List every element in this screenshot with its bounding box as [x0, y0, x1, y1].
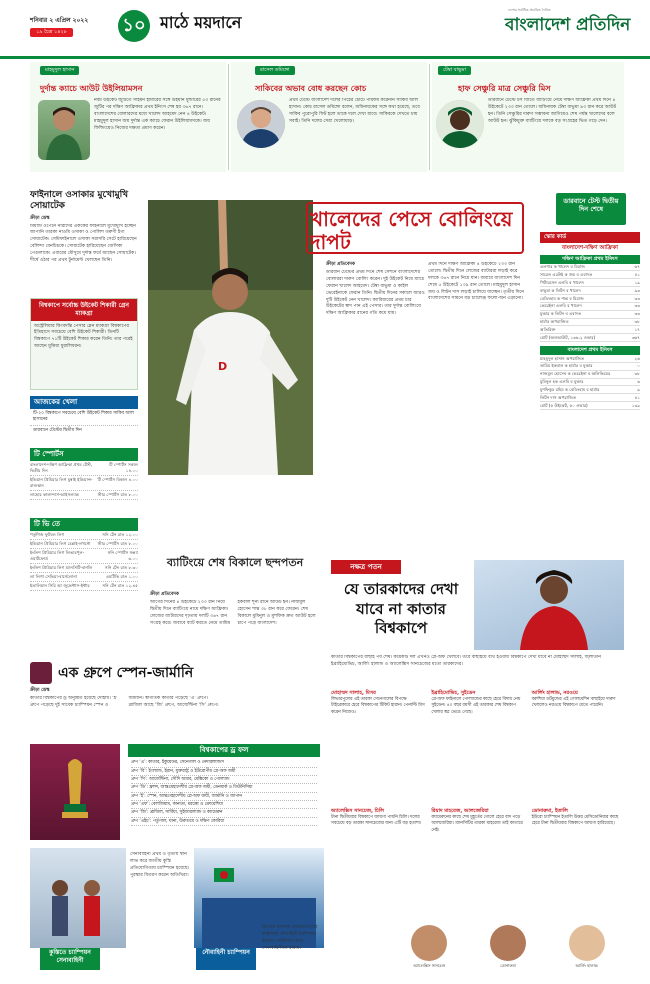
cricket-headline[interactable]: ব্যাটিংয়ে শেষ বিকালে ছন্দপতন [166, 556, 304, 569]
player-body: লিভারপুলের এই তারকা সেনেগালের বিপক্ষে টাইব্রেকারে হেরে বিশ্বকাপের টিকিট হারান। পেনাল্টি মিস করেন নিজেও। [331, 697, 425, 715]
player-card [331, 690, 425, 802]
schedule-channel: সনি টেন রাত ১২.৪৫ [102, 582, 138, 588]
batter-name: নাজমুল হোসেন ক ভেরেইনা ব অলিভিয়ের [540, 371, 611, 377]
schedule-row [30, 461, 138, 476]
batter-score: ২৬ [634, 355, 640, 361]
batter-score: ০ [637, 363, 640, 369]
scorecard-row [540, 379, 640, 387]
batter-score: ৬ [637, 379, 640, 385]
feature-story [30, 190, 138, 294]
batter-score: ৪১ [634, 394, 640, 400]
face-label: ডোনারুমা [500, 963, 516, 968]
face-label: অ্যালেক্সিস সানচেজ [413, 963, 446, 968]
schedule-event: ইতালিয়ান সিরি আ জুভেন্টাস-ইন্টার [30, 582, 90, 588]
scorecard-row [540, 271, 640, 279]
player-name[interactable]: আর্লিং হালান্ড, নরওয়ে [531, 690, 578, 696]
player-body: ক্যামেরুনের কাছে শেষ মুহূর্তের গোলে হেরে বাদ পড়ে আলজেরিয়া। ম্যানসিটির তারকা মাহরেজ তাই কাতারে নেই। [431, 815, 523, 833]
schedule-row [30, 491, 138, 500]
volleyball-label: নৌবাহিনী চ্যাম্পিয়ন [196, 948, 256, 970]
main-headline[interactable]: খালেদের পেসে বোলিংয়ে দাপট [310, 207, 513, 254]
scorecard-row [540, 303, 640, 311]
schedule-channel: সনি টেন রাত ১২.০০ [102, 532, 138, 538]
schedule-event: ইংলিশ প্রিমিয়ার লিগ লিভারপুল-ওয়াটফোর্ড [30, 550, 85, 562]
tsports-schedule [30, 448, 138, 500]
scorecard-row [540, 319, 640, 327]
today-heading: আজকের খেলা [30, 396, 138, 409]
page-header [0, 0, 650, 56]
scorecard-row [540, 371, 640, 379]
date-line: শনিবার ২ এপ্রিল ২০২২ [30, 17, 89, 24]
batter-score: ৪১ [634, 272, 640, 278]
batter-name: মুল্ডার ক লিটন ব এবাদত [540, 311, 582, 317]
schedule-row [30, 549, 138, 564]
batter-score: ১৭ [634, 327, 640, 333]
player-photo [38, 100, 90, 160]
player-card [532, 808, 626, 920]
batter-score: ৩৮ [634, 319, 640, 325]
group-headline-bar [30, 662, 320, 684]
player-name[interactable]: অ্যালেক্সিস সানচেজ, চিলি [331, 808, 384, 814]
scorecard-match: বাংলাদেশ-দক্ষিণ আফ্রিকা [562, 245, 618, 252]
today-box [30, 396, 138, 436]
main-story-source: ক্রীড়া প্রতিবেদক [326, 262, 355, 267]
player-name[interactable]: ডোনারুমা, ইতালি [531, 808, 568, 814]
batter-name: ভেরেইনা এলবি ব খালেদ [540, 303, 582, 309]
schedule-event: ইন্ডিয়ান প্রিমিয়ার লিগ চেন্নাই-লখনৌ [30, 541, 91, 547]
column-divider [429, 64, 430, 170]
story-author: রাসেল ডমিঙ্গো [255, 66, 295, 75]
story-body: প্রথম টেস্টে বাংলাদেশ দলের পিঠের চোটে পারফর্ম করেননি সাকিব আল হাসান। কোচ রাসেল ডমিঙ্গো বলেন, অধিনায়কের সঙ্গে কথা হয়েছে, তবে সাকিব পুরোপুরি ফিট হলে তাকে দলে দেখা যাবে। সাকিবকে দেখতে চায় সবাই। তিনি দলের সেরা খেলোয়াড়। [289, 98, 420, 124]
main-story-body-2: প্রথম দিনে দক্ষিণ আফ্রিকা ৪ উইকেটে ২৩৩ রান তোলে। দ্বিতীয় দিনে লেজের ব্যাটাররা লড়াই করে দলকে ৩৬৭ রানে নিয়ে যান। জবাবে বাংলাদেশ দিন শেষে ৫ উইকেটে ১৩৯ রান তোলে। মাহমুদুল হাসান জয় ও লিটন দাস লড়াই চালিয়ে যাচ্ছেন। তৃতীয় দিনে বাংলাদেশের সামনে বড় চ্যালেঞ্জ ফলো-অন এড়ানো। [428, 262, 524, 302]
group-row: গ্রুপ ‘এইচ’: পর্তুগাল, ঘানা, উরুগুয়ে ও দক্ষিণ কোরিয়া [131, 818, 317, 826]
worldcup-headline[interactable]: যে তারকাদের দেখা যাবে না কাতার বিশ্বকাপে [343, 580, 459, 637]
schedule-event: ইংলিশ প্রিমিয়ার লিগ ম্যানসিটি-বার্নলি [30, 564, 93, 570]
scorecard-row [540, 402, 640, 410]
test-banner: ডারবানে টেস্ট দ্বিতীয় দিন শেষে [556, 193, 626, 225]
batter-name: সারেল এরউই ক জয় ব এবাদত [540, 272, 593, 278]
batter-name: হার্মার অপরাজিত [540, 319, 569, 325]
feature-headline[interactable]: ফাইনালে ওসাকার মুখোমুখি সোয়াটেক [30, 190, 129, 212]
batter-score: ৩৬৭ [631, 334, 640, 340]
innings-heading: বাংলাদেশ প্রথম ইনিংস [540, 346, 640, 355]
schedule-event: বাংলাদেশ-দক্ষিণ আফ্রিকা প্রথম টেস্ট, দ্বিতীয় দিন [30, 462, 93, 474]
schedule-row [30, 582, 138, 591]
svg-text:D: D [218, 360, 228, 373]
group-row: গ্রুপ ‘জি’: ব্রাজিল, সার্বিয়া, সুইজারল্যান্ড ও ক্যামেরুন [131, 809, 317, 817]
batter-score: ১৩৯ [631, 402, 640, 408]
scorecard-row [540, 326, 640, 334]
cricket-source: ক্রীড়া প্রতিবেদক [150, 592, 179, 597]
player-face [490, 925, 526, 961]
batter-name: মোট (৫ উইকেট, ৫০ ওভার) [540, 402, 588, 408]
schedule-channel: সনি টেন রাত ৮.৩০ [104, 564, 138, 570]
coach-photo [237, 100, 285, 148]
schedule-channel: টি স্পোর্টস বিকাল ৪.০০ [97, 477, 138, 483]
page-title: মাঠে ময়দানে [160, 13, 242, 32]
schedule-row [30, 564, 138, 573]
player-name[interactable]: রিয়াদ মাহরেজ, আলজেরিয়া [431, 808, 489, 814]
group-row: গ্রুপ ‘ডি’: ফ্রান্স, আন্তঃমহাদেশীয় প্লে-অফ জয়ী, ডেনমার্ক ও তিউনিসিয়া [131, 784, 317, 792]
tv-heading: টি ভি তে [30, 518, 138, 531]
player-body: প্লে-অফ ফাইনালে পোল্যান্ডের কাছে হেরে বিদায় নেয় সুইডেন। ৪০ বছর বয়সী এই তারকার শেষ বিশ্বকাপ খেলার স্বপ্ন ভেঙে গেছে। [431, 697, 521, 715]
today-item: ডারবানে টেস্টের দ্বিতীয় দিন [33, 428, 82, 434]
group-row: গ্রুপ ‘এ’: কাতার, ইকুয়েডর, সেনেগাল ও নেদারল্যান্ডস [131, 759, 317, 767]
face-label: আর্লিং হালান্ড [575, 963, 598, 968]
worldcup-tag: নক্ষত্র পতন [331, 560, 401, 574]
scorecard-row [540, 279, 640, 287]
batter-score: ৩৩ [634, 303, 640, 309]
batter-score: ৩৩ [634, 295, 640, 301]
main-story-body: ডারবান টেস্টের প্রথম দিনে শেষ সেশনে বাংলাদেশের বোলাররা দারুণ বোলিং করেন। দুই উইকেট নিয়ে ম্যাচে ফেরান খালেদ আহমেদ। টেম্বা বাভুমা ও কাইল ভেরেইনাকে ফেরান তিনি। দ্বিতীয় দিনের সকালে আরও দুটি উইকেট নেন খালেদ। ক্যারিয়ারের প্রথম চার উইকেটের স্বাদ পান এই পেসার। তার দুর্দান্ত বোলিংয়ে দক্ষিণ আফ্রিকার রানের গতি কমে যায়। [326, 270, 425, 317]
scorecard [540, 232, 640, 410]
volleyball-body: জাতীয় ভলিবল প্রতিযোগিতার ফাইনালে নৌবাহিনী চ্যাম্পিয়ন হয়েছে। ফাইনালে তারা সেনাবাহিনীকে হারায়। [262, 925, 318, 951]
scorecard-row [540, 311, 640, 319]
scorecard-row [540, 264, 640, 272]
face-card [490, 925, 526, 981]
player-card [331, 808, 425, 920]
schedule-channel: টি স্পোর্টস সকাল ১৪.০০ [109, 462, 138, 474]
schedule-row [30, 573, 138, 582]
cricketer-photo [148, 200, 313, 475]
schedule-channel: সনি স্পোর্টস সন্ধ্যা ৬.০০ [107, 550, 138, 562]
batter-score: ৯৩ [634, 287, 640, 293]
cricket-body: আগের দিনের ৪ উইকেটে ২৩৩ রান নিয়ে দ্বিতীয় দিনে ব্যাটিংয়ে নামে দক্ষিণ আফ্রিকা। লেজের ব্যাটারদের দৃঢ়তায় দলটি ৩৬৭ রান সংগ্রহ করে। জবাবে ব্যাট করতে নেমে তামিম ইকবাল শূন্য রানে আউট হন। নাজমুল হোসেন শান্ত ৩৮ রান করে ফেরেন। শেষ বিকালে মুমিনুল ও মুশফিক দ্রুত আউট হলে চাপে পড়ে বাংলাদেশ। [150, 600, 316, 626]
player-card [431, 808, 525, 920]
group-row: গ্রুপ ‘সি’: আর্জেন্টিনা, সৌদি আরব, মেক্সিকো ও পোল্যান্ড [131, 776, 317, 784]
wrestling-label: কুস্তিতে চ্যাম্পিয়ন সেনাবাহিনী [40, 948, 100, 970]
scorecard-row [540, 295, 640, 303]
date-sub: ১৯ চৈত্র ১৪২৮ [30, 28, 73, 37]
scorecard-row [540, 386, 640, 394]
face-row [390, 925, 626, 981]
batter-name: লিটন দাস অপরাজিত [540, 394, 577, 400]
batter-name: মুশফিকুর রহিম ক বেডিংহাম ব হার্মার [540, 386, 600, 392]
batter-name: অতিরিক্ত [540, 327, 556, 333]
top-story-3 [432, 62, 624, 172]
top-story-2 [231, 62, 427, 172]
story-author: টেম্বা বাভুমা [438, 66, 471, 75]
schedule-event: পর্তুগিজ ফুটবল লিগ [30, 532, 65, 538]
record-box [30, 298, 138, 390]
batter-name: বাভুমা ক লিটন ব খালেদ [540, 287, 581, 293]
face-card [411, 925, 447, 981]
batter-name: মাহমুদুল হাসান অপরাজিত [540, 355, 585, 361]
group-row: গ্রুপ ‘ই’: স্পেন, আন্তঃমহাদেশীয় প্লে-অফ জয়ী, জার্মানি ও জাপান [131, 793, 317, 801]
player-card [532, 690, 626, 802]
schedule-row [30, 540, 138, 549]
group-headline[interactable]: এক গ্রুপে স্পেন-জার্মানি [58, 664, 194, 681]
player-name[interactable]: মোহাম্মদ সালাহ, মিসর [331, 690, 376, 696]
player-name[interactable]: ইব্রাহিমোভিচ, সুইডেন [431, 690, 476, 696]
story-headline[interactable]: দুর্দান্ত ক্যাচে আউট উইলিয়ামসন [40, 84, 143, 93]
batter-name: পিটারসেন এলবি ব খালেদ [540, 279, 584, 285]
wrestling-photo [30, 848, 126, 948]
group-row: গ্রুপ ‘বি’: ইংল্যান্ড, ইরান, যুক্তরাষ্ট্র ও ইউরোপীয় প্লে-অফ জয়ী [131, 768, 317, 776]
draw-heading: বিশ্বকাপের ড্র ফল [128, 744, 320, 757]
salah-photo [474, 560, 624, 650]
player-face [411, 925, 447, 961]
story-headline[interactable]: হাফ সেঞ্চুরি মাত্র সেঞ্চুরি মিস [458, 84, 551, 93]
story-body: নবম উইকেট জুটিতে সাইমন হার্মারের সঙ্গে উইয়ান মুল্ডারের ৫৩ রানের জুটির পর দক্ষিণ আফ্রিকার প্রথম ইনিংস শেষ হয় ৩৬৭ রানে। বাংলাদেশের বোলারদের মধ্যে খালেদ আহমেদ নেন ৪ উইকেট। মাহমুদুল হাসান জয় দুর্দান্ত এক ক্যাচে ফেরান উইলিয়ামসকে। জয় ফিল্ডিংয়েও নিজের দক্ষতা প্রমাণ করেন। [94, 98, 221, 131]
newspaper-logo: বাংলাদেশ প্রতিদিন [505, 15, 631, 35]
schedule-event: লা লিগা সেভিয়া-বার্সেলোনা [30, 573, 77, 579]
schedule-channel: এমটিভি রাত ১.০০ [105, 573, 138, 579]
player-face [569, 925, 605, 961]
worldcup-intro: কাতার বিশ্বকাপের বাছাই পর্ব শেষ। কয়েকটি দল এখনও প্লে-অফ খেলবে। তবে বাছাইয়ে ব্যর্থ হওয়ায় বিশ্বকাপে দেখা যাবে না মোহাম্মদ সালাহ, জ্লাতান ইব্রাহিমোভিচ, আর্লিং হালান্ড ও অ্যালেক্সিস সানচেজের মতো তারকাদের। [331, 655, 601, 667]
worldcup-trophy-image [30, 744, 120, 840]
group-row: গ্রুপ ‘এফ’: বেলজিয়াম, কানাডা, মরক্কো ও ক্রোয়েশিয়া [131, 801, 317, 809]
player-body: টানা দ্বিতীয়বার বিশ্বকাপে জায়গা পায়নি চিলি। দলের সবচেয়ে বড় তারকা সানচেজের জন্য এটি বড় হতাশা। [331, 815, 422, 827]
scorecard-row [540, 363, 640, 371]
player-body: বরুশিয়া ডর্টমুন্ডের এই গোলমেশিন বাছাইয়ে দারুণ খেললেও নরওয়ে বিশ্বকাপে যেতে পারেনি। [531, 697, 616, 709]
face-card [569, 925, 605, 981]
schedule-channel: স্টার স্পোর্টস রাত ৮.০০ [97, 491, 138, 497]
batter-score: ৩৮ [634, 371, 640, 377]
page-number: ১০ [118, 10, 150, 42]
batter-name: মুমিনুল হক এলবি ব মুল্ডার [540, 379, 584, 385]
tv-schedule [30, 518, 138, 591]
tsports-heading: টি স্পোর্টস [30, 448, 138, 461]
top-story-1 [30, 62, 226, 172]
today-item: টি-২০ বিশ্বকাপে সবচেয়ে বেশি উইকেট শিকার সাকিব আল হাসানের [30, 409, 138, 426]
scorecard-title: স্কোর কার্ড [540, 232, 640, 243]
schedule-row [30, 476, 138, 491]
player-photo [436, 100, 484, 148]
record-headline[interactable]: বিশ্বকাপে সর্বোচ্চ উইকেট শিকারী গ্রেন ম্যাকগ্রা [31, 299, 137, 321]
logo-tagline: দেশের সর্বাধিক প্রচারিত দৈনিক [508, 8, 551, 12]
scorecard-row [540, 334, 640, 342]
feature-source: ক্রীড়া ডেস্ক [30, 215, 50, 221]
wrestling-body: সেনাবাহিনী প্রথম ও তৃতীয় স্থান লাভ করে জাতীয় কুস্তি প্রতিযোগিতায় চ্যাম্পিয়ন হয়েছে। পুরস্কার বিতরণ করেন অতিথিরা। [130, 852, 190, 878]
player-body: ইউরো চ্যাম্পিয়ন ইতালি উত্তর মেসিডোনিয়ার কাছে হেরে টানা দ্বিতীয়বার বিশ্বকাপে জায়গা হারিয়েছে। [531, 815, 619, 827]
story-headline[interactable]: সাকিবের অভাব বোধ করছেন কোচ [255, 84, 367, 93]
schedule-event: ইন্ডিয়ান প্রিমিয়ার লিগ মুম্বাই ইন্ডিয়ান্স-রাজস্থান [30, 477, 93, 489]
scorecard-row [540, 287, 640, 295]
batter-score: ৬৭ [634, 264, 640, 270]
batter-score: ১৯ [634, 279, 640, 285]
record-body: অস্ট্রেলিয়ার কিংবদন্তি পেসার গ্লেন ম্যাকগ্রা বিশ্বকাপের ইতিহাসে সবচেয়ে বেশি উইকেট শিকারী। তিনটি বিশ্বকাপে ৭১টি উইকেট শিকার করেন তিনি। তার পরেই আছেন মুত্তিয়া মুরালিধরন। [34, 323, 133, 350]
players-grid [331, 690, 626, 920]
batter-score: ৩৩ [634, 311, 640, 317]
worldcup-logo-icon [30, 662, 52, 684]
draw-box [128, 744, 320, 828]
story-author: মাহমুদুল হাসান [40, 66, 79, 75]
feature-body: মিয়ামি ওপেনে নারীদের এককের ফাইনালে মুখোমুখি হচ্ছেন জাপানি তারকা নাওমি ওসাকা ও পোলিশ তরুণী ইগা সোয়াটেক। সেমিফাইনালে ওসাকা সরাসরি সেটে হারিয়েছেন বেলিন্দা বেনচিচকে। সোয়াটেক হারিয়েছেন জেসিকা পেগুলাকে। এবারের মৌসুমে দুর্দান্ত ফর্মে আছেন সোয়াটেক। শীর্ষে ওঠার পর প্রথম টুর্নামেন্ট খেলছেন তিনি। [30, 223, 137, 264]
group-body: কাতার বিশ্বকাপের ড্র অনুষ্ঠিত হয়েছে দোহায়। ‘ই’ গ্রুপে পড়েছে দুই সাবেক চ্যাম্পিয়ন স্পেন ও জার্মানি। স্বাগতিক কাতার পড়েছে ‘এ’ গ্রুপে। ব্রাজিল আছে ‘জি’ গ্রুপে, আর্জেন্টিনা ‘সি’ গ্রুপে। [30, 696, 219, 708]
column-divider [228, 64, 229, 170]
story-body: ডারবানে টেস্টে টস জিতে ব্যাটিংয়ে নেমে দক্ষিণ আফ্রিকা প্রথম দিনে ৪ উইকেটে ২৩৩ রান তোলে। অধিনায়ক টেম্বা বাভুমা ৯৩ রান করে আউট হন। তিনি সেঞ্চুরির দারুণ সম্ভাবনা জাগিয়েও শেষ পর্যন্ত খালেদের বলে আউট হন। ঝুঁকিমুক্ত ব্যাটিংয়ে দলকে বড় সংগ্রহের ভিত গড়ে দেন। [488, 98, 617, 124]
batter-name: এলগার ক খালেদ ব মিরাজ [540, 264, 585, 270]
batter-name: বেডিংহাম ক শান্ত ব মিরাজ [540, 295, 584, 301]
batter-name: মোট (অলআউট, ১৩৬.২ ওভার) [540, 334, 596, 340]
scorecard-row [540, 394, 640, 402]
schedule-row [30, 531, 138, 540]
batter-score: ৯ [637, 386, 640, 392]
player-card [431, 690, 525, 802]
scorecard-row [540, 355, 640, 363]
group-source: ক্রীড়া ডেস্ক [30, 688, 50, 693]
schedule-channel: স্টার স্পোর্টস রাত ৮.০০ [97, 541, 138, 547]
header-rule [0, 56, 650, 59]
innings-heading: দক্ষিণ আফ্রিকা প্রথম ইনিংস [540, 255, 640, 264]
batter-name: তামিম ইকবাল ক হার্মার ব মুল্ডার [540, 363, 593, 369]
schedule-event: লাহোর কালান্দার্স-আইসল্যান্ড [30, 491, 80, 497]
